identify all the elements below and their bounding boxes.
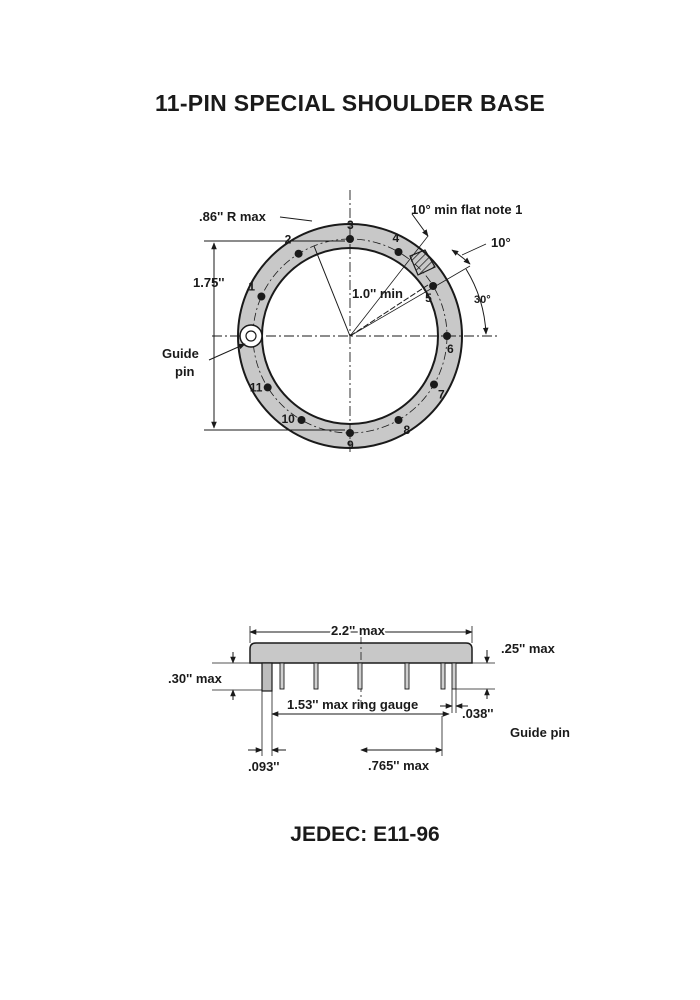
side-pin (441, 663, 445, 689)
angle-10-label: 10° (491, 235, 511, 250)
pin-number-label: 3 (347, 218, 354, 232)
side-pin (280, 663, 284, 689)
pin-dot (346, 429, 354, 437)
pin-dot (395, 416, 403, 424)
flat-note-leader (412, 214, 428, 236)
guide-pin-label-line2: pin (175, 364, 195, 379)
pin-number-label: 11 (249, 380, 263, 395)
angle-10-arc (452, 250, 470, 264)
height-label: 1.75'' (193, 275, 225, 290)
pin-number-label: 9 (347, 438, 354, 452)
angle-10-leader (462, 244, 486, 255)
radius-label: .86'' R max (199, 209, 266, 224)
top-view (162, 190, 522, 455)
pin-dot (430, 381, 438, 389)
inner-diameter-label: 1.0'' min (352, 286, 403, 301)
pin-length-label: .25'' max (501, 641, 555, 656)
pin-number-label: 6 (447, 342, 454, 356)
side-pin (314, 663, 318, 689)
flat-note-label: 10° min flat note 1 (411, 202, 523, 217)
ring-gauge-label: 1.53'' max ring gauge (287, 697, 419, 712)
jedec-code: JEDEC: E11-96 (290, 823, 440, 846)
pin-number-label: 7 (438, 387, 445, 402)
pin-number-label: 2 (284, 232, 292, 247)
width-label: 2.2'' max (331, 623, 385, 638)
pin-dot (257, 293, 265, 301)
half-width-label: .765'' max (368, 758, 430, 773)
pin-dot (346, 235, 354, 243)
radius-label-leader (280, 217, 312, 221)
pin-number-label: 4 (392, 231, 400, 245)
side-pin (452, 663, 456, 689)
pin-dot (264, 383, 272, 391)
pin-dot (298, 416, 306, 424)
angle-30-label: 30° (474, 294, 491, 306)
guide-pin-diameter-label: .093'' (248, 759, 280, 774)
pin-number-label: 10 (281, 412, 295, 426)
guide-pin-label-line1: Guide (162, 346, 199, 361)
pin-dot (295, 250, 303, 258)
pin-number-label: 8 (403, 423, 411, 437)
pin-diameter-label: .038'' (462, 706, 494, 721)
side-pin (405, 663, 409, 689)
height-label-side: .30'' max (168, 671, 222, 686)
pin-dot (429, 282, 437, 290)
pin-dot (395, 248, 403, 256)
side-pin (358, 663, 362, 689)
guide-pin-inner (246, 331, 256, 341)
pin-number-label: 5 (425, 291, 432, 305)
pin-number-label: 1 (248, 279, 256, 294)
side-view (168, 623, 570, 774)
side-guide-pin (262, 663, 272, 691)
pin-dot (443, 332, 451, 340)
page-title: 11-PIN SPECIAL SHOULDER BASE (154, 90, 546, 116)
guide-pin-label-side: Guide pin (510, 725, 570, 740)
